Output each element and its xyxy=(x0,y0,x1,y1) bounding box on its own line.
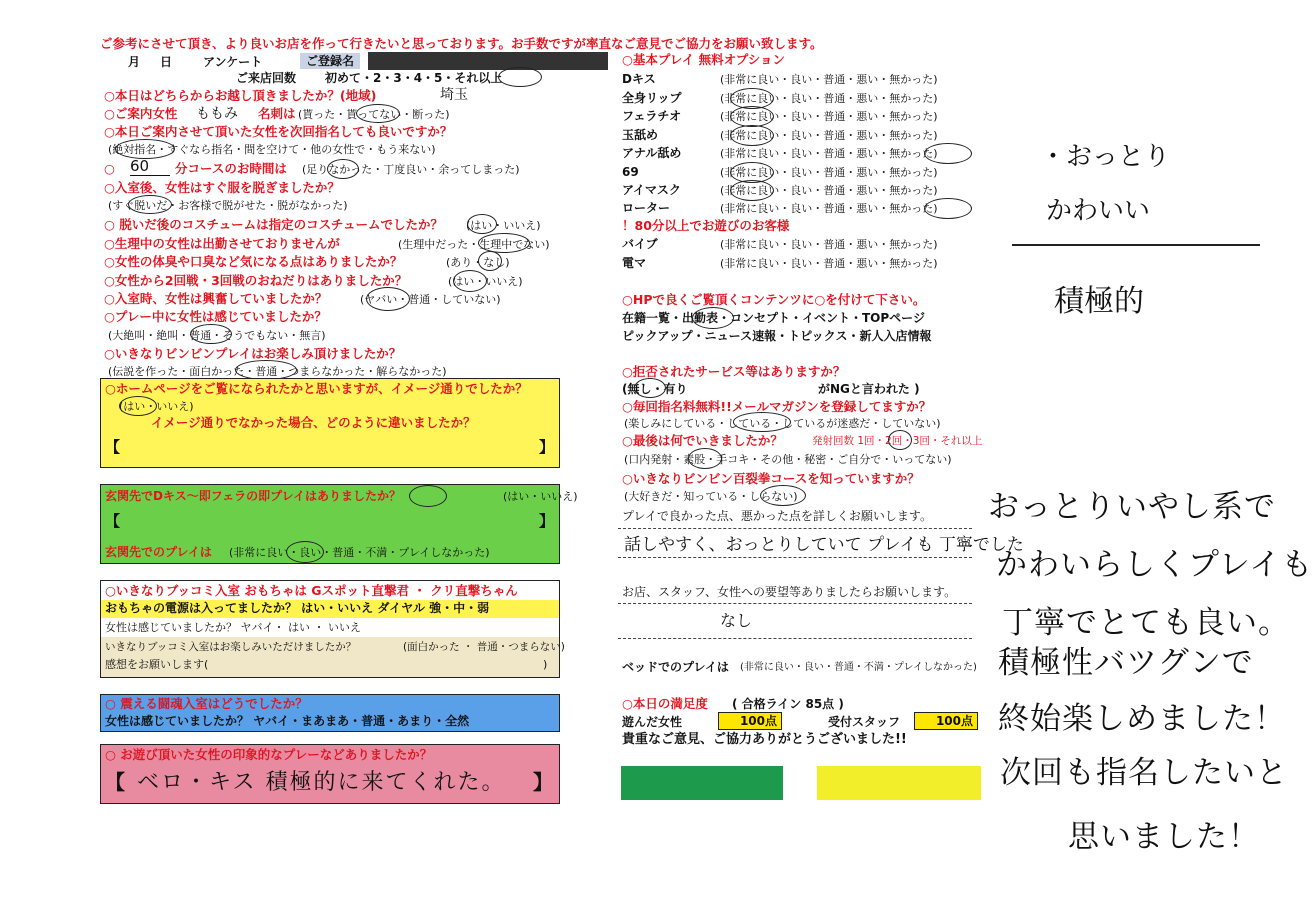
impression-question: ○ お遊び頂いた女性の印象的なプレーなどありましたか？ xyxy=(105,747,433,762)
comment-line-7: 思いました！ xyxy=(1068,819,1260,855)
request-question: お店、スタッフ、女性への要望等ありましたらお願いします。 xyxy=(622,585,957,599)
play-name: Dキス xyxy=(622,72,656,86)
visit-count-label: ご来店回数 xyxy=(236,71,297,85)
q10-options: (ヤバい・普通・していない) xyxy=(360,293,501,306)
homepage-box xyxy=(100,378,560,468)
margin-note-2: かわいい xyxy=(1046,196,1151,226)
q5-options: (すぐ脱いだ・お客様で脱がせた・脱がなかった) xyxy=(108,199,348,212)
day-label: 日 xyxy=(160,55,173,69)
course-options: (大好きだ・知っている・しらない) xyxy=(624,490,798,503)
q4: 分コースのお時間は xyxy=(175,161,287,176)
thanks-text: 貴重なご意見、ご協力ありがとうございました!! xyxy=(622,732,907,747)
satisfaction-line: ( 合格ライン 85点 ) xyxy=(732,697,844,711)
q12: ○いきなりビンビンプレイはお楽しみ頂けましたか？ xyxy=(104,346,402,361)
q7-options: (生理中だった・生理中でない) xyxy=(398,238,550,251)
margin-divider xyxy=(1012,244,1260,246)
visit-count-options: 初めて・2・3・4・5・それ以上 xyxy=(325,71,503,85)
circle-mark xyxy=(235,360,297,380)
redaction-bar xyxy=(368,52,608,70)
entrance-box xyxy=(100,484,578,564)
circle-mark xyxy=(128,195,172,214)
girl-score: 100点 xyxy=(718,712,782,730)
staff-score: 100点 xyxy=(914,712,978,730)
play-rating: (非常に良い・良い・普通・悪い・無かった) xyxy=(720,166,938,179)
entrance-question2: 玄関先でのプレイは xyxy=(105,545,212,559)
comment-line-2: かわいらしくプレイも xyxy=(996,547,1313,583)
circle-mark xyxy=(356,104,400,123)
hp-contents-line2: ピックアップ・ニュース速報・トピックス・新人入店情報 xyxy=(622,329,932,343)
circle-mark xyxy=(119,396,157,416)
entrance-options2: (非常に良い・良い・普通・不満・プレイしなかった) xyxy=(229,546,490,559)
circle-mark xyxy=(692,307,734,329)
q2b: 名刺は xyxy=(258,106,296,121)
play-name: 69 xyxy=(622,165,639,179)
mail-question: ○毎回指名料無料!!メールマガジンを登録してますか？ xyxy=(622,399,932,414)
play-rating: (非常に良い・良い・普通・悪い・無かった) xyxy=(720,147,938,160)
q10: ○入室時、女性は興奮していましたか？ xyxy=(104,291,328,306)
play-name: フェラチオ xyxy=(622,109,682,123)
circle-mark xyxy=(190,324,232,344)
hp-contents-line1: 在籍一覧・出勤表・コンセプト・イベント・TOPページ xyxy=(622,311,925,325)
green-swatch xyxy=(621,766,783,800)
q8-options: (あり・なし) xyxy=(446,256,510,269)
q9: ○女性から2回戦・3回戦のおねだりはありましたか？ xyxy=(104,273,408,288)
month-label: 月 xyxy=(128,55,141,69)
circle-mark xyxy=(730,125,774,146)
finish-options: (口内発射・素股・手コキ・その他・秘密・ご自分で・いってない) xyxy=(624,453,952,466)
girl-score-label: 遊んだ女性 xyxy=(622,715,683,729)
play-name: 玉舐め xyxy=(622,128,659,142)
comment-line-4: 積極性バツグンで xyxy=(998,645,1254,681)
bed-options: (非常に良い・良い・普通・不満・プレイしなかった) xyxy=(740,662,977,673)
q6-options: (はい・いいえ) xyxy=(466,219,541,232)
mail-options: (楽しみにしている・している・しているが迷惑だ・していない) xyxy=(624,417,941,430)
circle-mark xyxy=(478,251,502,271)
request-field xyxy=(618,603,972,639)
circle-mark xyxy=(730,106,774,127)
impression-answer: ベロ・キス 積極的に来てくれた。 xyxy=(137,770,506,795)
entrance-options: (はい・いいえ) xyxy=(503,490,578,503)
play-rating: (非常に良い・良い・普通・悪い・無かった) xyxy=(720,238,938,251)
play-rating: (非常に良い・良い・普通・悪い・無かった) xyxy=(720,92,938,105)
play-rating: (非常に良い・良い・普通・悪い・無かった) xyxy=(720,202,938,215)
q4-answer: 60 xyxy=(130,157,170,176)
q11-options: (大絶叫・絶叫・普通・そうでもない・無言) xyxy=(108,329,326,342)
basic-play-title: ○基本プレイ 無料オプション xyxy=(622,52,786,67)
play-name: ローター xyxy=(622,201,671,215)
circle-mark xyxy=(888,430,912,450)
margin-note-3: 積極的 xyxy=(1054,284,1144,319)
yellow-swatch xyxy=(817,766,981,800)
q4-prefix: ○ xyxy=(104,161,115,176)
toy-felt-question: 女性は感じていましたか？ ヤバイ・ はい ・ いいえ xyxy=(105,621,361,634)
good-bad-question: プレイで良かった点、悪かった点を詳しくお願いします。 xyxy=(622,509,932,523)
play-name: バイブ xyxy=(622,237,658,251)
toy-impression-close: ) xyxy=(543,658,548,671)
refused-options: (無し・有り xyxy=(622,382,688,396)
intro-text: ご参考にさせて頂き、より良いお店を作って行きたいと思っております。お手数ですが率直なご意見でご協力をお願い致します。 xyxy=(100,36,823,51)
course-question: ○いきなりビンビン百裂拳コースを知っていますか？ xyxy=(622,471,920,486)
entrance-question: 玄関先でDキス〜即フェラの即プレイはありましたか？ xyxy=(105,489,402,503)
circle-mark xyxy=(498,67,542,87)
play-rating: (非常に良い・良い・普通・悪い・無かった) xyxy=(720,184,938,197)
circle-mark xyxy=(688,448,722,469)
refused-question: ○拒否されたサービス等はありますか？ xyxy=(622,364,846,379)
circle-mark xyxy=(286,541,324,563)
request-answer: なし xyxy=(720,611,753,630)
q8: ○女性の体臭や口臭など気になる点はありましたか？ xyxy=(104,254,403,269)
trembling-question: 女性は感じていましたか？ ヤバイ・まあまあ・普通・あまり・全然 xyxy=(105,714,470,728)
play-rating: (非常に良い・良い・普通・悪い・無かった) xyxy=(720,257,938,270)
comment-line-3: 丁寧でとても良い。 xyxy=(1002,605,1290,641)
comment-line-5: 終始楽しめました！ xyxy=(998,701,1286,737)
q2-answer: ももみ xyxy=(196,106,238,122)
bracket-open: 【 xyxy=(105,770,125,794)
circle-mark xyxy=(733,412,791,432)
toy-enjoy-options: (面白かった ・ 普通・つまらない) xyxy=(403,641,565,653)
q12-options: (伝説を作った・面白かった・普通・つまらなかった・解らなかった) xyxy=(108,365,447,378)
q2b-options: (貰った・貰ってない・断った) xyxy=(298,108,450,121)
circle-mark xyxy=(467,214,497,234)
staff-score-label: 受付スタッフ xyxy=(828,715,901,729)
bracket-open: 【 xyxy=(105,438,121,456)
bracket-open: 【 xyxy=(105,512,121,530)
trembling-box xyxy=(100,694,560,732)
play-name: アイマスク xyxy=(622,183,681,197)
circle-mark xyxy=(453,270,487,292)
refused-suffix: がNGと言われた ) xyxy=(818,382,920,396)
play-rating: (非常に良い・良い・普通・悪い・無かった) xyxy=(720,110,938,123)
toy-enjoy-question: いきなりブッコミ入室はお楽しみいただけましたか？ xyxy=(105,641,357,653)
hp-question: ○HPで良くご覧頂くコンテンツに○を付けて下さい。 xyxy=(622,292,926,307)
circle-mark xyxy=(409,485,447,507)
q6: ○ 脱いだ後のコスチュームは指定のコスチュームでしたか？ xyxy=(104,217,444,232)
circle-mark xyxy=(924,143,972,164)
impression-box xyxy=(100,744,560,804)
bracket-close: 】 xyxy=(539,438,555,456)
q7: ○生理中の女性は出勤させておりませんが xyxy=(104,236,340,251)
q5: ○入室後、女性はすぐ服を脱ぎましたか？ xyxy=(104,180,340,195)
circle-mark xyxy=(924,198,972,219)
play-name: 電マ xyxy=(622,256,647,270)
comment-line-6: 次回も指名したいと xyxy=(1000,755,1288,791)
toy-power-question: おもちゃの電源は入ってましたか？ はい・いいえ ダイヤル 強・中・弱 xyxy=(101,600,559,618)
q4-options: (足りなかった・丁度良い・余ってしまった) xyxy=(302,163,520,176)
q1-answer: 埼玉 xyxy=(440,87,468,103)
good-bad-answer: 話しやすく、おっとりしていて プレイも 丁寧でした xyxy=(624,535,1024,555)
q11: ○プレー中に女性は感じていましたか？ xyxy=(104,309,327,324)
homepage-subquestion: イメージ通りでなかった場合、どのように違いましたか？ xyxy=(151,415,476,430)
q2: ○ご案内女性 xyxy=(104,106,178,121)
bracket-close: 】 xyxy=(533,770,553,794)
bracket-close: 】 xyxy=(539,512,555,530)
survey-label: アンケート xyxy=(203,55,263,69)
q3: ○本日ご案内させて頂いた女性を次回指名しても良いですか？ xyxy=(104,124,453,139)
bed-question: ベッドでのプレイは xyxy=(622,660,729,674)
circle-mark xyxy=(760,485,806,506)
circle-mark xyxy=(327,159,359,179)
margin-note-1: ・おっとり xyxy=(1040,142,1171,172)
over80-title: ！80分以上でお遊びのお客様 xyxy=(622,218,790,233)
play-name: 全身リップ xyxy=(622,91,682,105)
circle-mark xyxy=(634,378,666,398)
q3-options: (絶対指名・すぐなら指名・間を空けて・他の女性で・もう来ない) xyxy=(108,143,436,156)
homepage-question: ○ホームページをご覧になられたかと思いますが、イメージ通りでしたか？ xyxy=(105,381,528,396)
toy-box xyxy=(100,580,565,678)
circle-mark xyxy=(478,233,530,253)
homepage-options: (はい・いいえ) xyxy=(119,400,194,413)
toy-title: ○いきなりブッコミ入室 おもちゃは Gスポット直撃君 ・ クリ直撃ちゃん xyxy=(105,583,518,598)
circle-mark xyxy=(115,139,175,159)
play-rating: (非常に良い・良い・普通・悪い・無かった) xyxy=(720,129,938,142)
trembling-title: ○ 震える闘魂入室はどうでしたか？ xyxy=(105,696,308,711)
q1: ○本日はどちらからお越し頂きましたか？(地域) xyxy=(104,88,377,103)
comment-line-1: おっとりいやし系で xyxy=(988,489,1276,525)
play-rating: (非常に良い・良い・普通・悪い・無かった) xyxy=(720,73,938,86)
finish-count: 発射回数 1回・2回・3回・それ以上 xyxy=(812,435,983,447)
play-name: アナル舐め xyxy=(622,146,682,160)
satisfaction-question: ○本日の満足度 xyxy=(622,696,708,711)
circle-mark xyxy=(366,287,410,311)
q9-options: (はい・いいえ) xyxy=(448,275,523,288)
registered-name-label: ご登録名 xyxy=(300,53,360,69)
toy-impression-label: 感想をお願いします( xyxy=(105,658,209,671)
finish-question: ○最後は何でいきましたか？ xyxy=(622,433,783,448)
circle-mark xyxy=(730,180,774,201)
